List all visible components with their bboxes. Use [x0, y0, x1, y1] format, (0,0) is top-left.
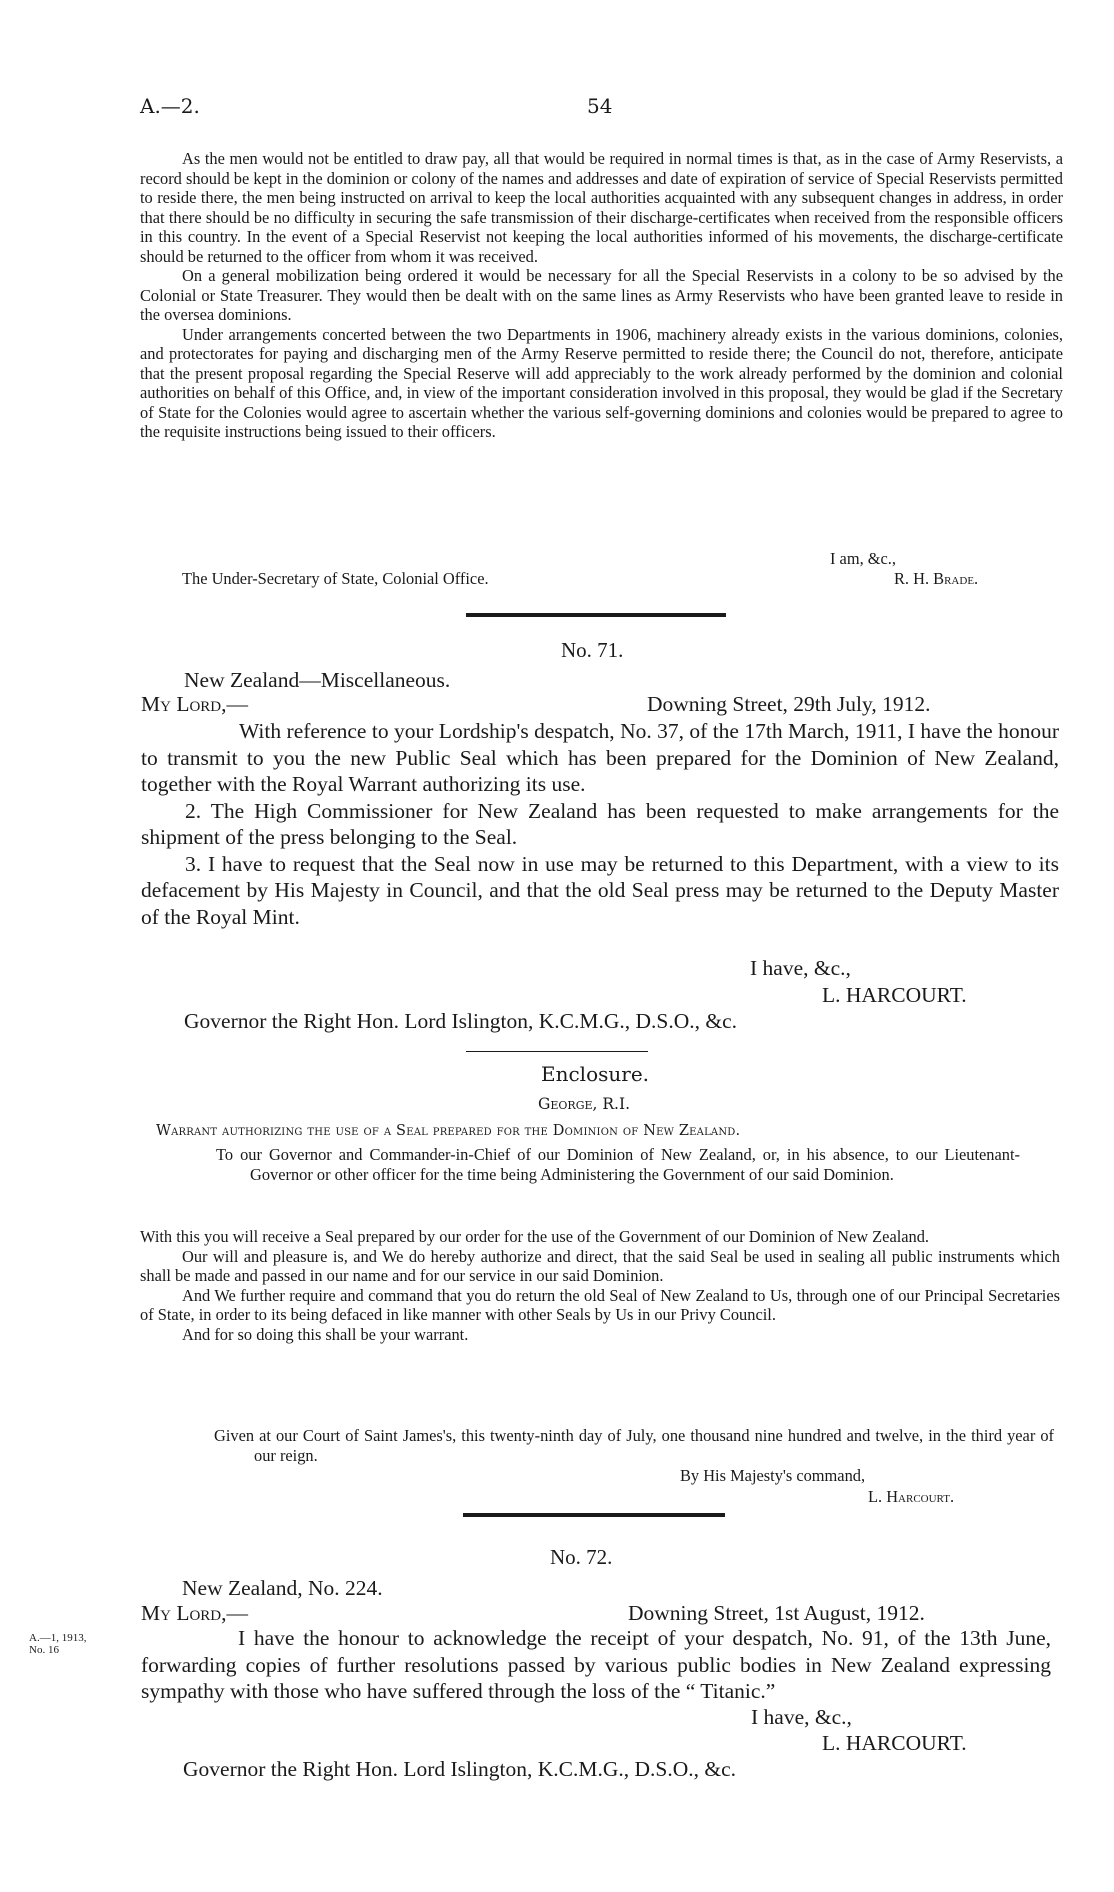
signature: R. H. Brade.: [894, 569, 979, 588]
letter-70-body: [140, 149, 1063, 442]
paragraph: Under arrangements concerted between the two Departments in 1906, machinery already exists in the various dominions, colonies, and protectorates for paying and discharging men of the Army Reserve permitted to reside there; the Council do not, therefore, anticipate that the present proposal regarding the Special Reserve will add appreciably to the work already performed by the dominion and colonial authorities on behalf of this Office, and, in view of the important consideration involved in this proposal, they would be glad if the Secretary of State for the Colonies would agree to ascertain whether the various self-governing dominions and colonies would be prepared to agree to the requisite instructions being issued to their officers.: [140, 324, 1063, 441]
section-divider: [466, 1051, 648, 1052]
signature: L. Harcourt.: [868, 1487, 955, 1506]
addressee: The Under-Secretary of State, Colonial Office.: [182, 569, 489, 588]
letter-72-body: [141, 1625, 1051, 1705]
paragraph: And for so doing this shall be your warrant.: [182, 1324, 469, 1344]
section-divider: [463, 1513, 725, 1517]
paragraph: [140, 1227, 1060, 1247]
closing: I have, &c.,: [750, 956, 851, 980]
signature: L. HARCOURT.: [822, 1731, 967, 1755]
closing: I am, &c.,: [830, 549, 896, 568]
margin-note: [29, 1632, 86, 1656]
paragraph: Our will and pleasure is, and We do hereby authorize and direct, that the said Seal be used in sealing all public instruments which shall be made and passed in our name and for our service in our said Dominion.: [140, 1246, 1060, 1285]
letter-71-body: [141, 718, 1059, 930]
salutation: My Lord,—: [141, 692, 249, 716]
warrant-address: [216, 1145, 1020, 1184]
paragraph: And We further require and command that you do return the old Seal of New Zealand to Us, through one of our Principal Secretaries of State, in order to its being defaced in like manner with other Seals by Us in our Privy Council.: [140, 1285, 1060, 1324]
address-text: To our Governor and Commander-in-Chief of our Dominion of New Zealand, or, in his absence, to our Lieutenant-Governor or other officer for the time being Administering the Government of our said Dominion.: [216, 1145, 1020, 1184]
paragraph: As the men would not be entitled to draw pay, all that would be required in normal times is that, as in the case of Army Reservists, a record should be kept in the dominion or colony of the names and addresses and date of expiration of service of Special Reservists permitted to reside there, the men being instructed on arrival to keep the local authorities acquainted with any subsequent changes in address, in order that there should be no difficulty in securing the safe transmission of their discharge-certificates when received from the responsible officers in this country. In the event of a Special Reservist not keeping the local authorities informed of his movements, the discharge-certificate should be returned to the officer from whom it was received.: [140, 149, 1063, 266]
margin-note-line: A.—1, 1913,: [29, 1632, 87, 1644]
margin-note-line: No. 16: [29, 1644, 59, 1656]
page-number: 54: [587, 94, 613, 118]
paragraph: With reference to your Lordship's despatch, No. 37, of the 17th March, 1911, I have the honour to transmit to you the new Public Seal which has been prepared for the Dominion of New Zealand, together with the Royal Warrant authorizing its use.: [141, 719, 1059, 796]
sovereign: George, R.I.: [538, 1095, 631, 1113]
paragraph: 2. The High Commissioner for New Zealand has been requested to make arrangements for the shipment of the press belonging to the Seal.: [141, 798, 1059, 849]
warrant-body: [140, 1227, 1060, 1344]
addressee: Governor the Right Hon. Lord Islington, K.C.M.G., D.S.O., &c.: [183, 1757, 736, 1781]
letter-number: No. 71.: [561, 638, 624, 662]
signature: L. HARCOURT.: [822, 983, 967, 1007]
command: By His Majesty's command,: [680, 1466, 866, 1485]
letter-heading: New Zealand, No. 224.: [182, 1576, 383, 1600]
given-text: Given at our Court of Saint James's, this twenty-ninth day of July, one thousand nine hundred and twelve, in the third year of our reign.: [214, 1426, 1054, 1465]
letter-heading: New Zealand—Miscellaneous.: [184, 668, 451, 692]
document-reference: A.—2.: [140, 94, 200, 118]
paragraph: I have the honour to acknowledge the receipt of your despatch, No. 91, of the 13th June, forwarding copies of further resolutions passed by various public bodies in New Zealand expressing sympathy with those who have suffered through the loss of the “ Titanic.”: [141, 1626, 1051, 1703]
paragraph: 3. I have to request that the Seal now in use may be returned to this Department, with a view to its defacement by His Majesty in Council, and that the old Seal press may be returned to the Deputy Master of the Royal Mint.: [141, 851, 1059, 929]
paragraph-text: With this you will receive a Seal prepared by our order for the use of the Government of our Dominion of New Zealand.: [140, 1227, 930, 1246]
warrant-title: Warrant authorizing the use of a Seal prepared for the Dominion of New Zealand.: [156, 1123, 741, 1139]
enclosure-title: Enclosure.: [541, 1062, 650, 1086]
salutation: My Lord,—: [141, 1601, 249, 1625]
place-date: Downing Street, 29th July, 1912.: [647, 692, 931, 716]
closing: I have, &c.,: [751, 1705, 852, 1729]
paragraph: On a general mobilization being ordered it would be necessary for all the Special Reservists in a colony to be so advised by the Colonial or State Treasurer. They would then be dealt with on the same lines as Army Reservists who have been granted leave to reside in the oversea dominions.: [140, 266, 1063, 324]
addressee: Governor the Right Hon. Lord Islington, K.C.M.G., D.S.O., &c.: [184, 1009, 737, 1033]
section-divider: [466, 613, 726, 617]
letter-number: No. 72.: [550, 1545, 613, 1569]
given-block: [214, 1426, 1054, 1465]
place-date: Downing Street, 1st August, 1912.: [628, 1601, 925, 1625]
